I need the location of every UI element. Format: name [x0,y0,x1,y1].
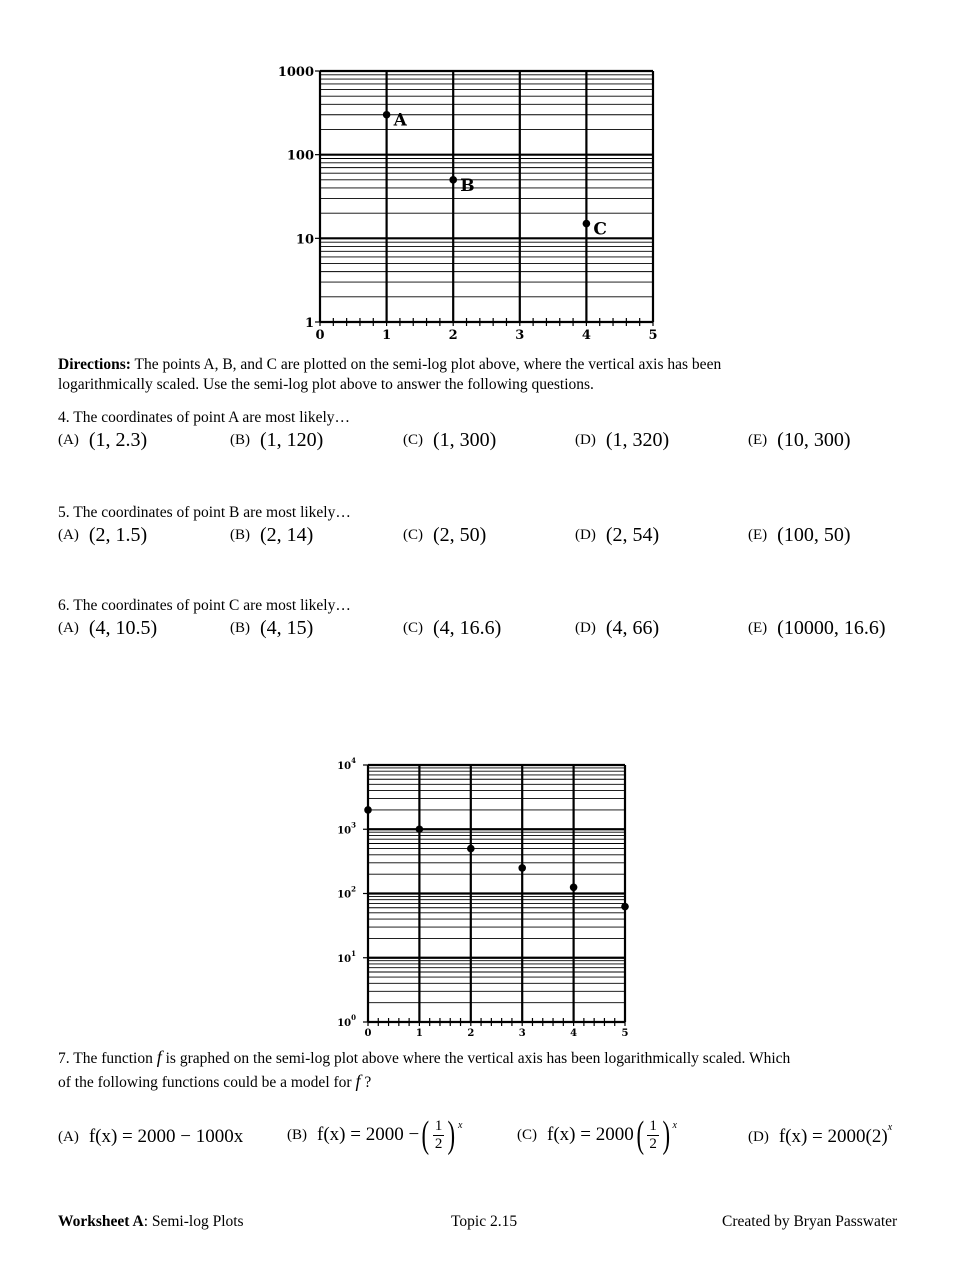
y-tick-label: 10 [295,232,314,248]
option-label: (A) [58,620,79,636]
option-label: (D) [575,620,596,636]
x-tick-label: 0 [315,328,325,343]
data-point [416,825,424,833]
x-tick-label: 4 [570,1028,578,1039]
option-label: (A) [58,432,79,448]
x-tick-label: 0 [364,1028,372,1039]
option-label: (E) [748,620,768,636]
data-point [583,220,591,228]
option-label: (C) [403,620,423,636]
answer-option[interactable] [748,429,850,452]
option-value: (4, 15) [260,617,314,639]
option-value: (2, 50) [433,524,487,546]
option-value: (1, 300) [433,429,497,451]
option-value: (4, 10.5) [88,617,158,639]
answer-option[interactable] [403,617,501,640]
option-value: (2, 54) [605,524,660,546]
data-point [621,903,629,911]
answer-option[interactable] [58,429,147,452]
option-label: (E) [748,527,768,543]
answer-option[interactable] [230,524,313,547]
option-value: (4, 66) [605,617,660,639]
option-label: (D) [575,527,596,543]
answer-option[interactable] [575,429,669,452]
directions-text: The points A, B, and C are plotted on the semi-log plot above, where the vertical axis has been [130,356,722,373]
x-tick-label: 5 [621,1028,629,1039]
data-point [449,176,457,184]
footer-topic: Topic 2.15 [451,1213,518,1230]
answer-option[interactable] [403,429,496,452]
option-value: (1, 2.3) [88,429,148,451]
y-tick-label: $10^4$ [337,756,356,772]
option-label: (C) [403,527,423,543]
q7-prompt-line1: 7. The function f is graphed on the semi-log plot above where the vertical axis has been logarithmically scaled. Which [58,1047,791,1067]
y-tick-label: $10^3$ [337,820,356,837]
y-tick-label: 100 [286,148,314,164]
answer-option[interactable] [575,524,659,547]
point-label: A [393,110,407,131]
directions [58,356,721,374]
x-tick-label: 5 [648,328,658,343]
option-label: (B) [230,620,250,636]
footer-title: Worksheet A: Semi-log Plots [58,1213,244,1230]
y-tick-label: $10^1$ [337,948,356,965]
data-point [467,845,475,853]
x-tick-label: 2 [448,328,458,343]
answer-option[interactable] [403,524,486,547]
option-label: (B) [230,432,250,448]
answer-option[interactable] [575,617,659,640]
directions-text-2: logarithmically scaled. Use the semi-log plot above to answer the following questions. [58,376,594,393]
x-tick-label: 1 [415,1028,423,1039]
y-tick-label: 1 [304,316,314,331]
data-point [570,883,578,891]
answer-option[interactable] [230,429,323,452]
data-point [383,111,391,119]
point-label: C [593,219,607,240]
answer-option[interactable] [748,524,850,547]
data-point [518,864,526,872]
answer-option[interactable] [58,617,157,640]
y-tick-label: $10^0$ [337,1013,356,1029]
option-value: (10, 300) [777,429,851,451]
directions-label: Directions: [58,356,131,373]
footer-credit: Created by Bryan Passwater [722,1213,898,1230]
option-label: (C) [403,432,423,448]
x-tick-label: 4 [581,328,591,343]
x-tick-label: 3 [518,1028,526,1039]
semi-log-plot-2 [330,752,640,1042]
y-tick-label: 1000 [277,65,314,80]
y-tick-label: $10^2$ [337,884,356,901]
q7-option-d[interactable]: (D) f(x) = 2000(2) x [748,1121,893,1147]
q7-prompt-line2: of the following functions could be a model for f ? [58,1071,372,1091]
x-tick-label: 2 [467,1028,475,1039]
option-label: (E) [748,432,768,448]
option-label: (A) [58,527,79,543]
option-value: (1, 320) [605,429,670,451]
option-value: (1, 120) [260,429,324,451]
option-value: (100, 50) [777,524,851,546]
question-prompt: 4. The coordinates of point A are most likely… [58,409,351,426]
question-prompt: 6. The coordinates of point C are most likely… [58,597,351,614]
semi-log-plot-1 [260,55,680,355]
option-value: (2, 14) [260,524,314,546]
option-value: (4, 16.6) [433,617,502,639]
option-value: (2, 1.5) [88,524,148,546]
q7-option-a[interactable]: (A) f(x) = 2000 − 1000x [58,1126,244,1147]
q7-option-b[interactable]: (B) f(x) = 2000 − ( $\frac{1}{2}$ ) x [287,1114,463,1156]
data-point [364,806,372,814]
answer-option[interactable] [58,524,147,547]
answer-option[interactable] [230,617,313,640]
option-label: (D) [575,432,596,448]
answer-option[interactable] [748,617,885,640]
q7-option-c[interactable]: (C) f(x) = 2000 ( $\frac{1}{2}$ ) x [517,1114,677,1156]
option-value: (10000, 16.6) [777,617,886,639]
point-label: B [460,175,475,196]
x-tick-label: 3 [515,328,525,343]
x-tick-label: 1 [382,328,392,343]
question-prompt: 5. The coordinates of point B are most likely… [58,504,351,521]
option-label: (B) [230,527,250,543]
